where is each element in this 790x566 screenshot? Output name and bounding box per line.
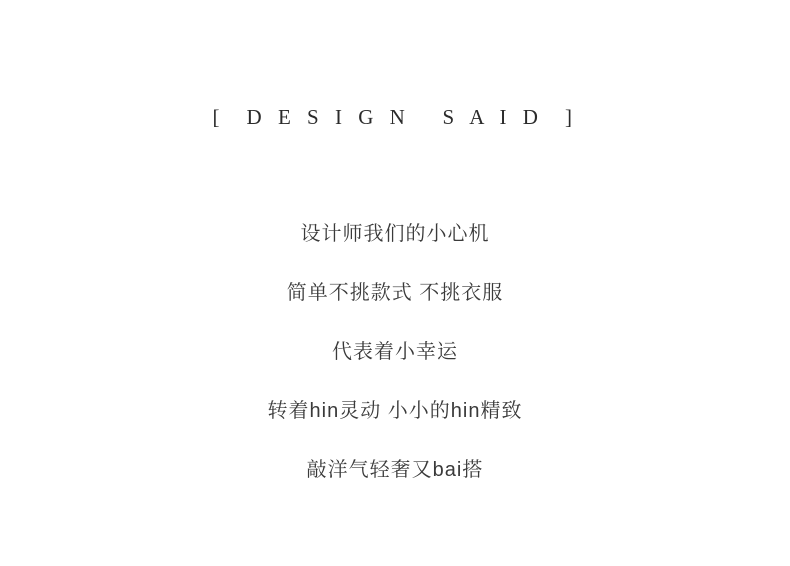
body-line: 代表着小幸运: [332, 341, 458, 363]
body-line: 简单不挑款式 不挑衣服: [286, 282, 504, 304]
page-title: [ D E S I G N S A I D ]: [212, 105, 578, 129]
body-line: 敲洋气轻奢又bai搭: [306, 459, 484, 481]
body-text-block: [0, 224, 790, 480]
body-line: 转着hin灵动 小小的hin精致: [267, 400, 523, 422]
heading-block: [0, 104, 790, 131]
body-line: 设计师我们的小心机: [300, 223, 490, 245]
